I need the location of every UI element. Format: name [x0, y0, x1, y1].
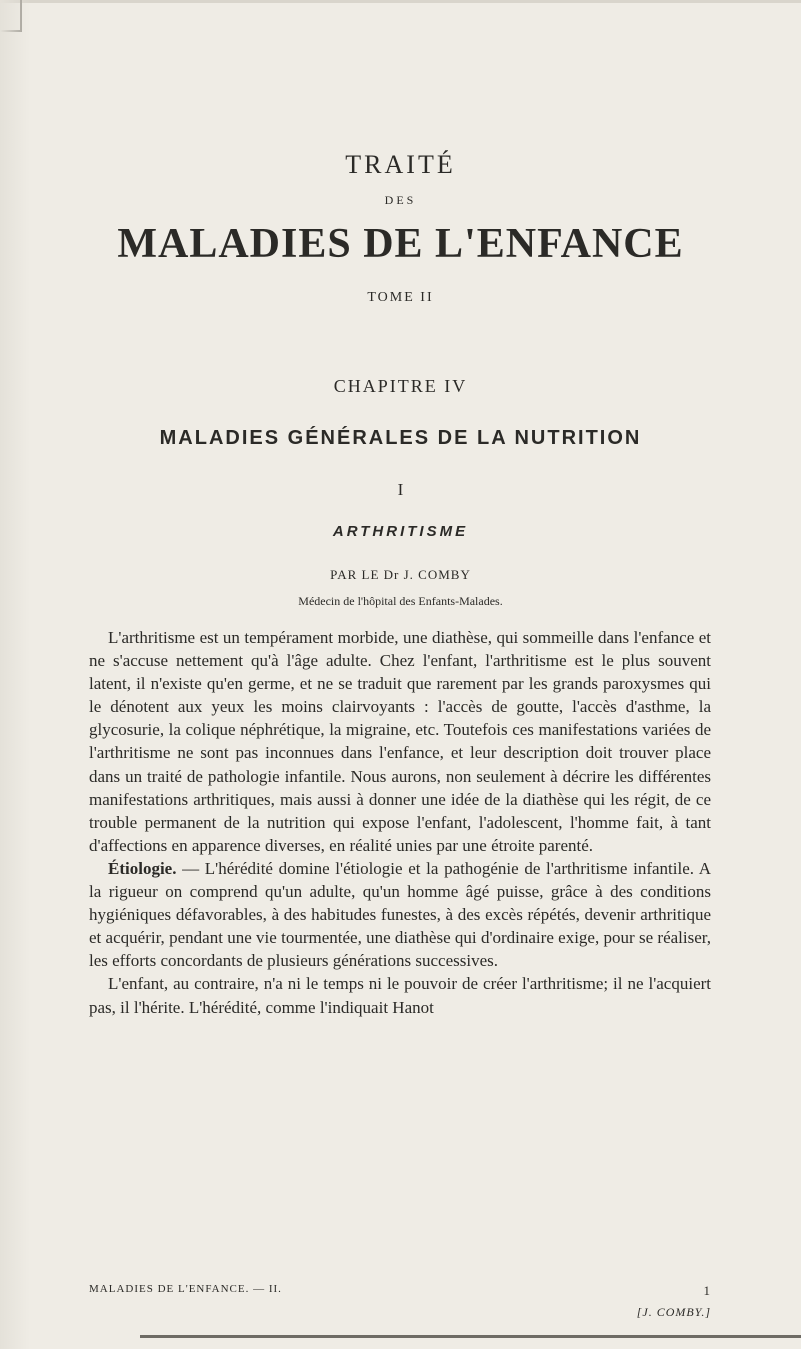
book-title-des: DES — [384, 193, 417, 207]
signature-mark: 1 — [703, 1283, 711, 1298]
paragraph-etiologie — [89, 857, 711, 972]
paragraph-heading: Étiologie. — [108, 858, 177, 878]
author-affiliation: Médecin de l'hôpital des Enfants-Malades. — [298, 594, 503, 608]
author-tag: [J. COMBY.] — [636, 1305, 711, 1319]
chapter-title: MALADIES GÉNÉRALES DE LA NUTRITION — [159, 427, 642, 449]
paragraph-intro: L'arthritisme est un tempérament morbide, une diathèse, qui sommeille dans l'enfance et ne s'accuse nettement qu'à l'âge adulte. Chez l'enfant, l'arthritisme est le plus souvent latent, il n'existe qu'en germe, et ne se traduit que rarement par les grands paroxysmes qui le dénotent aux yeux les moins clairvoyants : l'accès de goutte, l'accès d'asthme, la glycosurie, la colique néphrétique, la migraine, etc. Toutefois ces manifestations variées de l'arthritisme ne sont pas inconnues dans l'enfance, et leur description doit trouver place dans un traité de pathologie infantile. Nous aurons, non seulement à décrire les différentes manifestations arthritiques, mais aussi à donner une idée de la diathèse qui les régit, de ce trouble permanent de la nutrition qui expose l'enfant, l'adolescent, l'homme fait, à tant d'affections en apparence diverses, en réalité unies par une étroite parenté. — [89, 628, 711, 855]
book-title-traite: TRAITÉ — [345, 150, 456, 179]
author-line: PAR LE Dr J. COMBY — [330, 567, 471, 582]
paragraph-heredite: L'enfant, au contraire, n'a ni le temps ni le pouvoir de créer l'arthritisme; il ne l'acquiert pas, il l'hérite. L'hérédité, comme l'indiquait Hanot — [89, 974, 711, 1017]
body-text — [89, 626, 711, 1019]
running-title: MALADIES DE L'ENFANCE. — II. — [89, 1283, 282, 1295]
book-title-main: MALADIES DE L'ENFANCE — [117, 221, 684, 267]
chapter-label: CHAPITRE IV — [333, 376, 468, 396]
section-number: I — [397, 480, 404, 499]
volume-label: TOME II — [367, 290, 434, 305]
bottom-rule — [140, 1335, 801, 1338]
paragraph-etiologie-text: — L'hérédité domine l'étiologie et la pathogénie de l'arthritisme infantile. A la rigueur on comprend qu'un adulte, qu'un homme âgé puisse, grâce à des conditions hygiéniques défavorables, à des habitudes funestes, à des excès répétés, devenir arthritique et acquérir, pendant une vie tourmentée, une diathèse qui d'ordinaire exige, pour se réaliser, les efforts concordants de plusieurs générations successives. — [89, 858, 711, 971]
page-top-edge — [0, 0, 801, 3]
section-title: ARTHRITISME — [332, 523, 469, 540]
